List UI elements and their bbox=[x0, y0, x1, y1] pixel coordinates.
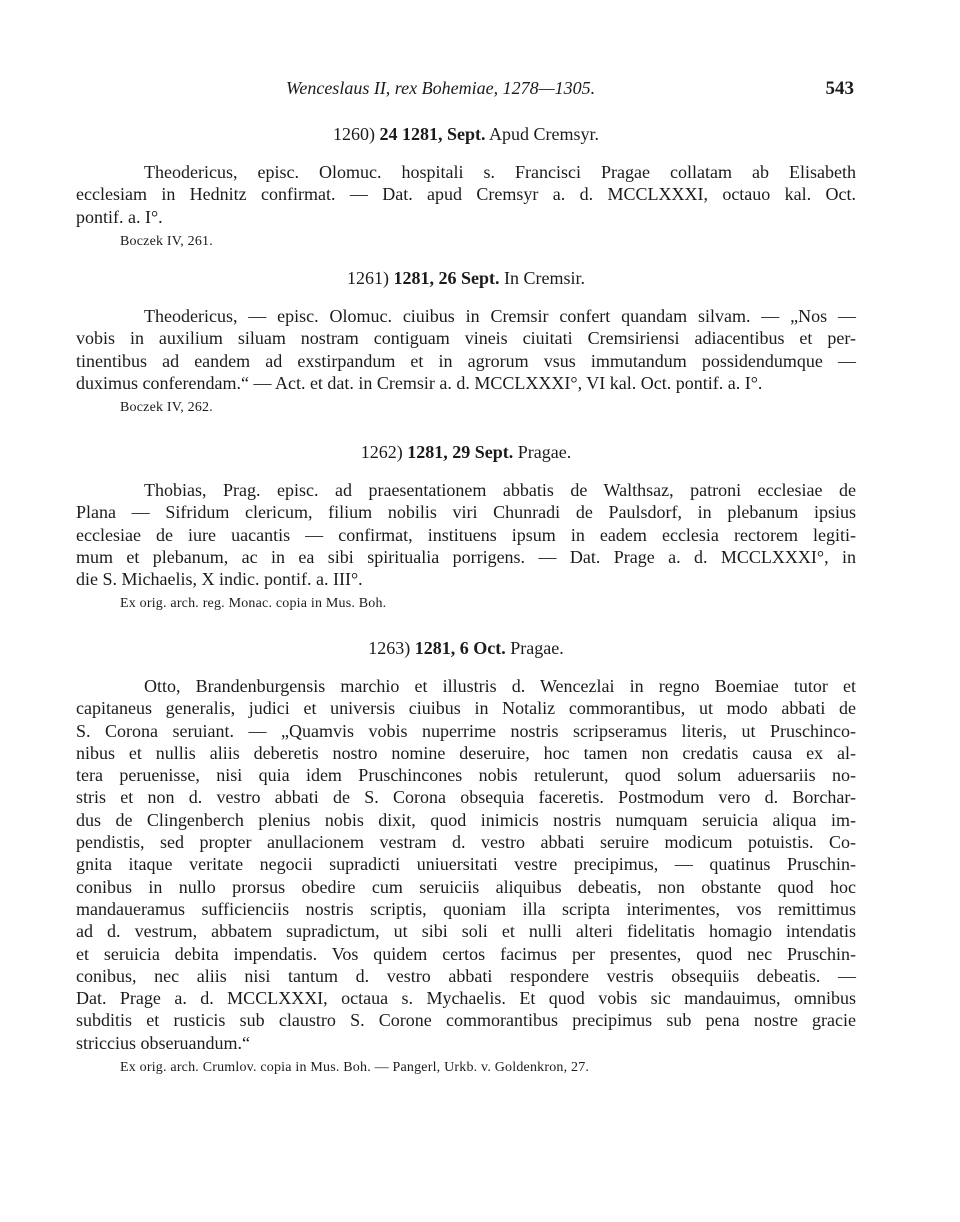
document-place: Pragae. bbox=[517, 442, 572, 462]
text-line: Otto, Brandenburgensis marchio et illustris d. Wencezlai in regno Boemiae tutor et bbox=[144, 676, 856, 696]
text-line: conibus, nec aliis nisi tantum d. vestro abbati respondere vestris obsequiis debeatis. — bbox=[76, 965, 856, 986]
document-heading bbox=[76, 442, 856, 463]
text-line: duximus conferendam.“ — Act. et dat. in Cremsir a. d. MCCLXXXI°, VI kal. Oct. pontif. a. I°. bbox=[76, 372, 763, 393]
document-source: Boczek IV, 262. bbox=[120, 400, 213, 416]
document-number: 1263) bbox=[368, 638, 411, 658]
text-line: nibus et nullis aliis deberetis nostro nomine deseruire, hoc tamen non credatis causa ex al- bbox=[76, 742, 856, 763]
document-text bbox=[76, 305, 856, 394]
document-1263 bbox=[76, 638, 856, 1076]
text-line: striccius obseruandum.“ bbox=[76, 1032, 250, 1053]
document-place: Pragae. bbox=[510, 638, 564, 658]
text-line: ecclesiam in Hednitz confirmat. — Dat. apud Cremsyr a. d. MCCLXXXI, octauo kal. Oct. bbox=[76, 184, 856, 205]
text-line: gnita itaque veritate negocii supradicti uniuersitati vestre precipimus, — quatinus Pruschin- bbox=[76, 854, 856, 875]
text-line: tera peruenisse, nisi quia idem Pruschincones nobis retulerunt, quod solum aduersariis no- bbox=[76, 765, 856, 786]
document-heading bbox=[76, 124, 856, 145]
text-line: die S. Michaelis, X indic. pontif. a. III°. bbox=[76, 569, 363, 590]
text-line: stris et non d. vestro abbati de S. Corona obsequia faceretis. Postmodum vero d. Borchar- bbox=[76, 787, 856, 808]
document-date: 1281, 26 Sept. bbox=[393, 268, 500, 288]
text-line: Theodericus, — episc. Olomuc. ciuibus in Cremsir confert quandam silvam. — „Nos — bbox=[144, 306, 856, 326]
text-line: mum et plebanum, ac in ea sibi spiritualia porrigens. — Dat. Prage a. d. MCCLXXXI°, in bbox=[76, 546, 856, 567]
text-line: S. Corona seruiant. — „Quamvis vobis nuperrime nostris scripseramus literis, ut Pruschinco- bbox=[76, 720, 856, 741]
text-line: subditis et rusticis sub claustro S. Corone commorantibus precipimus sub pena nostre gracie bbox=[76, 1010, 856, 1031]
document-text bbox=[76, 479, 856, 590]
document-1262 bbox=[76, 442, 856, 612]
text-line: Theodericus, episc. Olomuc. hospitali s. Francisci Pragae collatam ab Elisabeth bbox=[144, 162, 856, 182]
text-line: dus de Clingenberch plenius nobis dixit, quod inimicis nostris numquam seruicia aliqua im- bbox=[76, 809, 856, 830]
document-heading bbox=[76, 268, 856, 289]
text-line: Dat. Prage a. d. MCCLXXXI, octaua s. Mychaelis. Et quod vobis sic mandauimus, omnibus bbox=[76, 988, 856, 1009]
text-line: vobis in auxilium siluam nostram contiguam vineis ciuitati Cremsiriensi adiacentibus et per- bbox=[76, 328, 856, 349]
document-source: Ex orig. arch. Crumlov. copia in Mus. Boh. — Pangerl, Urkb. v. Goldenkron, 27. bbox=[120, 1060, 590, 1076]
text-line: mandaueramus sufficienciis nostris scriptis, quoniam illa scripta interimentes, vos remittimus bbox=[76, 898, 856, 919]
document-number: 1262) bbox=[360, 442, 403, 462]
text-line: tinentibus ad eandem ad exstirpandum et in agrorum vsus immutandum possidendumque — bbox=[76, 350, 856, 371]
document-date: 1281, 6 Oct. bbox=[414, 638, 506, 658]
document-source: Ex orig. arch. reg. Monac. copia in Mus. Boh. bbox=[120, 596, 387, 612]
document-date: 1281, 29 Sept. bbox=[407, 442, 514, 462]
text-line: Plana — Sifridum clericum, filium nobilis viri Chunradi de Paulsdorf, in plebanum ipsius bbox=[76, 502, 856, 523]
document-number: 1260) bbox=[332, 124, 375, 144]
document-source: Boczek IV, 261. bbox=[120, 233, 213, 249]
text-line: pendistis, sed propter anullacionem vestram d. vestro abbati seruire modicum potuistis. Co- bbox=[76, 832, 856, 853]
text-line: Thobias, Prag. episc. ad praesentationem abbatis de Walthsaz, patroni ecclesiae de bbox=[144, 480, 856, 500]
page-number: 543 bbox=[825, 78, 854, 99]
document-text bbox=[76, 161, 856, 228]
text-line: pontif. a. I°. bbox=[76, 206, 163, 227]
document-1261 bbox=[76, 268, 856, 416]
page-header bbox=[76, 78, 856, 104]
document-text bbox=[76, 675, 856, 1054]
document-place: Apud Cremsyr. bbox=[489, 124, 600, 144]
running-title: Wenceslaus II, rex Bohemiae, 1278—1305. bbox=[286, 78, 596, 98]
text-line: ad d. vestrum, abbatem supradictum, ut sibi soli et nulli alteri fidelitatis homagio intendatis bbox=[76, 921, 856, 942]
text-line: et seruicia debita impendatis. Vos quidem certos facimus per presentes, quod nec Pruschin- bbox=[76, 943, 856, 964]
text-line: conibus in nullo prorsus obedire cum seruiciis aliquibus debeatis, non obstante quod hoc bbox=[76, 876, 856, 897]
document-number: 1261) bbox=[346, 268, 389, 288]
document-heading bbox=[76, 638, 856, 659]
document-date: 24 1281, Sept. bbox=[379, 124, 486, 144]
text-line: ecclesiae de iure uacantis — confirmat, instituens ipsum in eadem ecclesia rectorem legiti- bbox=[76, 524, 856, 545]
document-1260 bbox=[76, 124, 856, 250]
text-line: capitaneus generalis, judici et universis ciuibus in Notaliz commorantibus, ut modo abbati de bbox=[76, 698, 856, 719]
document-place: In Cremsir. bbox=[504, 268, 585, 288]
